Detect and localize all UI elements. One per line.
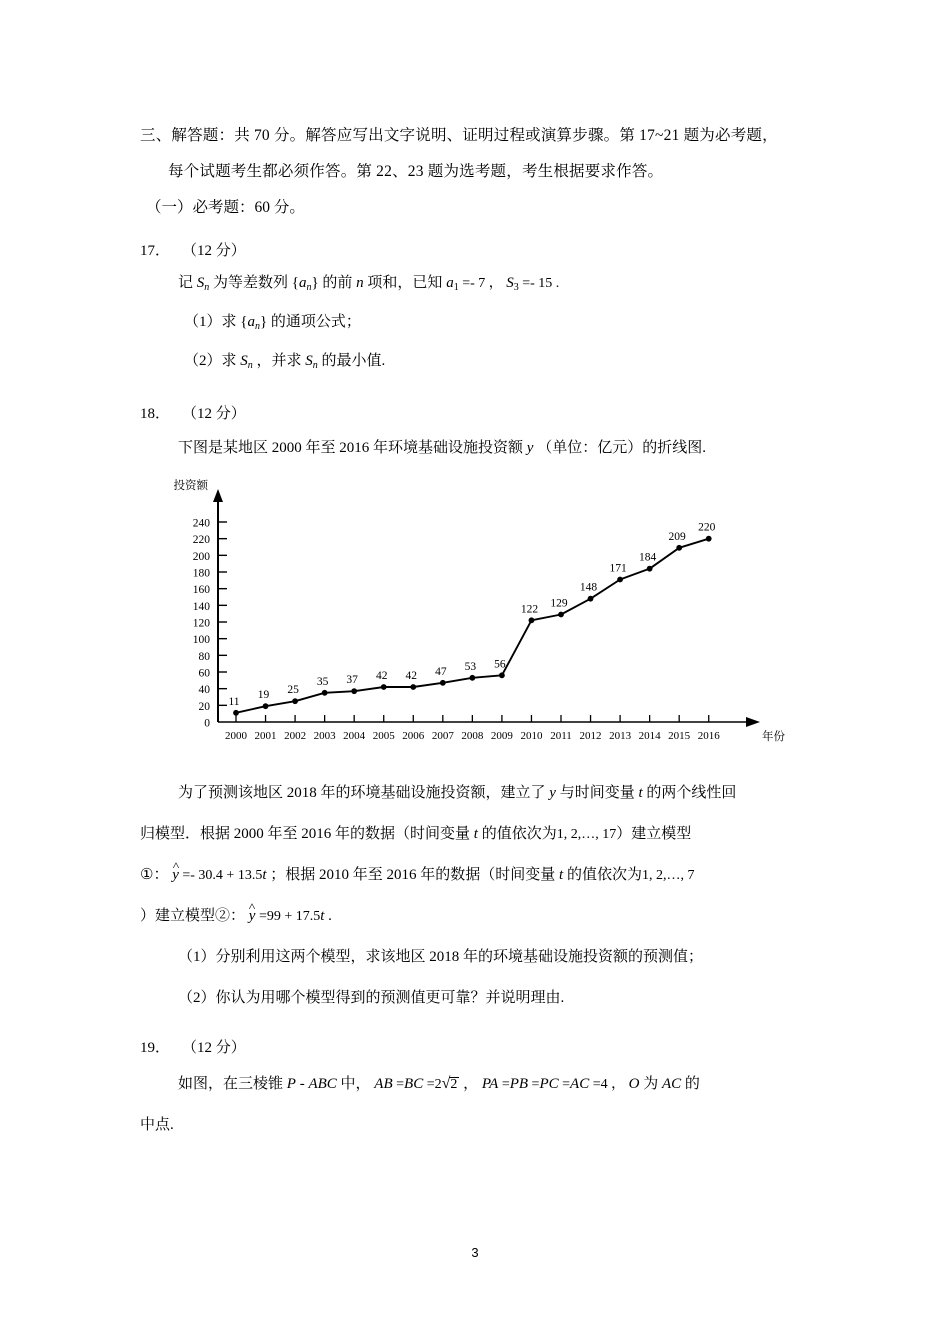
q19-o: O <box>628 1076 640 1092</box>
q18-model1-eq: =- 30.4 + 13.5 <box>178 868 263 883</box>
q19-e: =2 <box>423 1077 442 1092</box>
data-point <box>617 577 623 583</box>
q19-pa: PA <box>481 1076 499 1092</box>
y-tick-label: 0 <box>204 717 210 730</box>
q17-stem-mid3: 项和，已知 <box>363 275 447 291</box>
data-label: 209 <box>668 530 686 543</box>
q17-eq1: =- 7 ， <box>458 276 507 291</box>
x-tick-label: 2011 <box>550 730 572 742</box>
q19-k: 为 <box>639 1076 662 1092</box>
data-label: 19 <box>257 689 270 702</box>
question-18-paragraph-line-1 <box>140 773 820 814</box>
x-tick-label: 2000 <box>225 730 247 742</box>
question-18-paragraph-line-4 <box>140 896 820 937</box>
q17-p1-a: a <box>247 314 255 330</box>
q19-abc: ABC <box>308 1076 337 1092</box>
q19-bc: BC <box>404 1076 424 1092</box>
data-point <box>292 698 298 704</box>
data-label: 42 <box>405 670 418 682</box>
page-number: 3 <box>471 1245 479 1260</box>
data-label: 35 <box>316 675 329 688</box>
x-axis-title: 年份 <box>762 731 785 743</box>
data-point <box>322 690 328 696</box>
data-point <box>351 688 357 694</box>
x-tick-label: 2003 <box>313 730 336 742</box>
q18-model2-t: t <box>320 908 325 924</box>
y-tick-label: 120 <box>192 617 210 630</box>
data-label: 42 <box>375 670 388 682</box>
q18-model1-t: t <box>262 867 267 883</box>
q19-p: P <box>286 1076 296 1092</box>
q18-p1l3-seq: 1, 2,…, 7 <box>641 868 695 883</box>
data-point <box>499 672 505 678</box>
q19-l: 的 <box>681 1076 700 1092</box>
q17-s3: S <box>506 275 514 291</box>
question-19-stem-line-2: 中点. <box>140 1117 174 1133</box>
q17-a1-sub: 1 <box>453 282 459 293</box>
question-18-header <box>140 399 820 429</box>
q18-stem-b: （单位：亿元）的折线图. <box>533 440 706 456</box>
q19-i: = <box>558 1077 571 1092</box>
q17-p1-a-sub: n <box>254 321 260 332</box>
q17-stem-mid: 为等差数列 { <box>209 275 299 291</box>
x-tick-label: 2012 <box>579 730 602 742</box>
question-18-paragraph-line-2 <box>140 814 820 855</box>
q17-p2-post: 的最小值. <box>317 353 386 369</box>
q19-g: = <box>498 1077 510 1092</box>
q17-p2-pre: （2）求 <box>184 353 241 369</box>
y-tick-label: 160 <box>192 584 210 597</box>
q17-eq2: =- 15 . <box>518 276 560 291</box>
question-17-part-2 <box>140 344 820 383</box>
data-label: 148 <box>579 581 598 594</box>
q19-sqrt-arg: 2 <box>450 1077 458 1092</box>
data-point <box>529 617 535 623</box>
x-tick-label: 2005 <box>372 730 395 742</box>
question-17-number: 17． <box>140 243 171 259</box>
question-19-stem-line-1 <box>140 1063 820 1105</box>
data-point <box>588 596 594 602</box>
q18-p1l3-b: ；根据 2010 年至 2016 年的数据（时间变量 <box>266 867 560 883</box>
q18-p1l1-c: 的两个线性回 <box>642 785 737 801</box>
section-instructions-line-1: 三、解答题：共 70 分。解答应写出文字说明、证明过程或演算步骤。第 17~21 题为必考题， <box>140 127 778 144</box>
question-17-part-1 <box>140 305 820 344</box>
q17-p1-pre: （1）求 { <box>184 314 248 330</box>
x-tick-label: 2006 <box>402 730 425 742</box>
q17-p2-s2: S <box>305 353 313 369</box>
question-18-part-1: （1）分别利用这两个模型，求该地区 2018 年的环境基础设施投资额的预测值； <box>178 949 704 965</box>
x-tick-label: 2015 <box>668 730 691 742</box>
line-chart-svg <box>160 477 800 757</box>
data-label: 11 <box>228 695 240 708</box>
q17-sn-sub: n <box>204 282 210 293</box>
data-point <box>381 684 387 690</box>
q18-p1l2-t: t <box>473 826 478 842</box>
question-17-header <box>140 236 820 266</box>
q17-p2-s-sub: n <box>247 360 253 371</box>
x-tick-label: 2008 <box>461 730 484 742</box>
data-point <box>410 684 416 690</box>
q19-c: 中， <box>336 1076 375 1092</box>
x-tick-label: 2009 <box>490 730 513 742</box>
data-label: 53 <box>464 660 477 673</box>
y-tick-label: 80 <box>198 650 210 663</box>
q18-p1l1-a: 为了预测该地区 2018 年的环境基础设施投资额，建立了 <box>178 785 550 801</box>
x-tick-label: 2001 <box>254 730 277 742</box>
x-tick-label: 2016 <box>697 730 720 742</box>
x-tick-label: 2002 <box>284 730 307 742</box>
data-point <box>263 703 269 709</box>
data-label: 184 <box>639 551 657 564</box>
q18-p1l2-b: 的值依次为 <box>477 826 557 842</box>
q18-p1l3-t2: t <box>559 867 564 883</box>
y-tick-label: 20 <box>198 700 210 713</box>
q18-stem-a: 下图是某地区 2000 年至 2016 年环境基础设施投资额 <box>178 440 527 456</box>
q18-p1l4-a: ）建立模型②： <box>140 908 249 924</box>
q19-pb: PB <box>509 1076 529 1092</box>
question-18-stem <box>140 429 820 467</box>
y-tick-label: 100 <box>192 634 210 647</box>
q19-j: =4 ， <box>589 1077 629 1092</box>
x-tick-label: 2013 <box>609 730 632 742</box>
question-18-part-2: （2）你认为用哪个模型得到的预测值更可靠？并说明理由. <box>178 990 565 1006</box>
q18-model2-yhat: ^ y <box>249 896 256 937</box>
y-tick-label: 140 <box>192 600 210 613</box>
y-tick-label: 40 <box>198 684 210 697</box>
data-point <box>469 675 475 681</box>
section-part-one-heading: （一）必考题：60 分。 <box>146 199 305 216</box>
q18-p1l4-b: . <box>324 908 332 924</box>
q18-p1l2-c: ）建立模型 <box>616 826 692 842</box>
data-label: 37 <box>346 674 358 687</box>
q18-p1l2-seq: 1, 2,…, 17 <box>556 827 617 842</box>
q17-s3-sub: 3 <box>513 282 519 293</box>
q18-model2-eq: =99 + 17.5 <box>255 909 321 924</box>
q18-p1l1-t: t <box>638 785 643 801</box>
data-label: 129 <box>550 597 568 610</box>
data-point <box>233 710 239 716</box>
data-label: 47 <box>435 665 447 678</box>
data-line <box>236 539 709 713</box>
question-18-paragraph-line-3 <box>140 855 820 896</box>
data-point <box>558 612 564 618</box>
data-point <box>440 680 446 686</box>
q18-p1l1-b: 与时间变量 <box>555 785 639 801</box>
question-19-number: 19． <box>140 1040 171 1056</box>
data-point <box>676 545 682 551</box>
q17-a: a <box>298 275 307 291</box>
q18-p1l2-a: 归模型．根据 2000 年至 2016 年的数据（时间变量 <box>140 826 474 842</box>
q17-p2-s2-sub: n <box>312 360 318 371</box>
x-axis-arrow <box>746 717 760 727</box>
q19-ac2: AC <box>661 1076 682 1092</box>
question-19-marks: （12 分） <box>182 1040 246 1056</box>
y-tick-label: 240 <box>192 517 210 530</box>
x-tick-label: 2004 <box>343 730 366 742</box>
data-label: 220 <box>698 521 716 534</box>
q19-ab: AB <box>374 1076 393 1092</box>
y-axis-title: 投资额 <box>173 480 208 492</box>
q18-stem-y: y <box>526 440 534 456</box>
x-tick-label: 2014 <box>638 730 661 742</box>
q18-p1l3-c: 的值依次为 <box>563 867 642 883</box>
y-axis-arrow <box>213 489 223 502</box>
question-18-marks: （12 分） <box>182 406 246 422</box>
y-tick-label: 220 <box>192 534 210 547</box>
q19-d: = <box>392 1077 405 1092</box>
y-tick-label: 200 <box>192 550 210 563</box>
q17-a-sub: n <box>306 282 312 293</box>
q19-b: - <box>295 1076 309 1092</box>
q18-p1l3-a: ①： <box>140 867 173 883</box>
q18-model1-yhat: ^ y <box>172 855 179 896</box>
q17-p1-post: } 的通项公式； <box>259 314 361 330</box>
section-instructions-line-2: 每个试题考生都必须作答。第 22、23 题为选考题，考生根据要求作答。 <box>168 163 664 180</box>
sqrt-icon: √ <box>441 1075 451 1092</box>
data-label: 25 <box>287 684 299 697</box>
question-18-number: 18． <box>140 406 171 422</box>
q17-p2-mid: ，并求 <box>252 353 306 369</box>
data-point <box>647 566 653 572</box>
question-19-header <box>140 1033 820 1063</box>
investment-line-chart <box>160 477 800 757</box>
data-point <box>706 536 712 542</box>
q19-f: ， <box>459 1076 482 1092</box>
page-content <box>140 118 820 1146</box>
q17-a1: a <box>446 275 454 291</box>
data-label: 171 <box>609 562 627 575</box>
q17-stem-mid2: } 的前 <box>311 275 357 291</box>
q17-sn: S <box>196 275 205 291</box>
q17-stem-prefix: 记 <box>178 275 197 291</box>
q18-p1l1-y: y <box>549 785 556 801</box>
data-label: 56 <box>494 658 506 671</box>
q19-a: 如图，在三棱锥 <box>178 1076 287 1092</box>
q19-ac: AC <box>570 1076 590 1092</box>
y-tick-label: 180 <box>192 567 210 580</box>
data-label: 122 <box>520 603 539 616</box>
y-tick-label: 60 <box>198 667 210 680</box>
q19-h: = <box>528 1077 540 1092</box>
q19-pc: PC <box>539 1076 559 1092</box>
q17-n: n <box>356 275 364 291</box>
q17-p2-s: S <box>240 353 248 369</box>
x-tick-label: 2007 <box>431 730 454 742</box>
question-17-stem <box>140 266 820 305</box>
x-tick-label: 2010 <box>520 730 543 742</box>
question-17-marks: （12 分） <box>182 243 246 259</box>
